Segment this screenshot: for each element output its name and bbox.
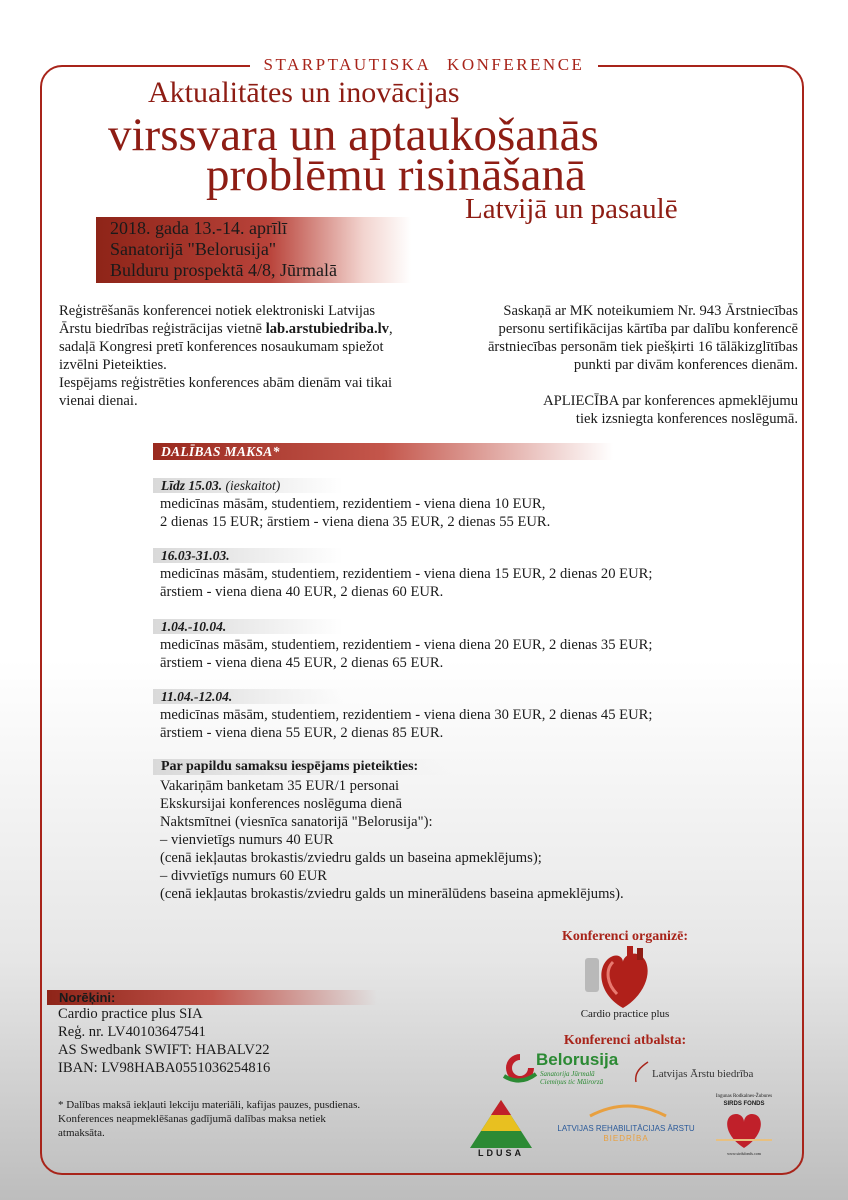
fee-period-label: Līdz 15.03. (ieskaitot) <box>153 478 343 493</box>
supporters-heading: Konferenci atbalsta: <box>563 1033 687 1048</box>
registration-line: Iespējams reģistrēties konferences abām dienām vai tikai <box>59 375 393 391</box>
extras-item: (cenā iekļautas brokastis/zviedru galds un minerālūdens baseina apmeklējums). <box>160 886 624 902</box>
title-line-1: Aktualitātes un inovācijas <box>148 76 460 109</box>
fee-period-label: 11.04.-12.04. <box>153 689 343 704</box>
registration-line: Reģistrēšanās konferencei notiek elektroniski Latvijas <box>59 303 376 319</box>
organizer-heading: Konferenci organizē: <box>561 929 689 944</box>
fee-period-prices: medicīnas māsām, studentiem, rezidentiem - viena diena 15 EUR, 2 dienas 20 EUR; ārstiem - viena diena 40 EUR, 2 dienas 60 EUR. <box>160 566 653 600</box>
certification-line: ārstniecības personām tiek piešķirti 16 tālākizglītības <box>487 339 798 355</box>
extras-item: Ekskursijai konferences noslēguma dienā <box>160 796 402 812</box>
heart-icon <box>716 1110 772 1150</box>
registration-line: Ārstu biedrības reģistrācijas vietnē lab.arstubiedriba.lv, <box>59 321 393 337</box>
rehab-name: LATVIJAS REHABILITĀCIJAS ĀRSTU <box>557 1124 695 1133</box>
venue-date: 2018. gada 13.-14. aprīlī <box>110 218 287 238</box>
footnote-line: * Dalības maksā iekļauti lekciju materiāli, kafijas pauzes, pusdienas. <box>58 1099 361 1111</box>
fee-period-label: 16.03-31.03. <box>153 548 343 563</box>
billing-heading: Norēķini: <box>47 990 377 1005</box>
billing-details <box>58 1005 358 1077</box>
billing-line: AS Swedbank SWIFT: HABALV22 <box>58 1042 270 1058</box>
footnote <box>58 1098 418 1140</box>
registration-line: izvēlni Pieteikties. <box>59 357 167 373</box>
extras-item: – divvietīgs numurs 60 EUR <box>160 868 328 884</box>
venue-banner <box>96 217 411 283</box>
extras-heading: Par papildu samaksu iespējams pieteikties: <box>153 759 453 775</box>
extras-item: (cenā iekļautas brokastis/zviedru galds un baseina apmeklējums); <box>160 850 542 866</box>
registration-info <box>59 302 429 410</box>
title-line-4: Latvijā un pasaulē <box>465 193 678 225</box>
sirds-fonds-web: www.sirdsfonds.com <box>727 1151 761 1156</box>
sirds-fonds-logo <box>706 1094 782 1160</box>
registration-line: sadaļā Kongresi pretī konferences nosaukumam spiežot <box>59 339 384 355</box>
certification-info <box>438 302 798 428</box>
certification-line: Saskaņā ar MK noteikumiem Nr. 943 Ārstniecības <box>503 303 798 319</box>
belorusija-tagline: Ciemiņus tic Māirorzā <box>540 1078 604 1086</box>
registration-line: vienai dienai. <box>59 393 138 409</box>
rehab-name: BIEDRĪBA <box>603 1134 649 1143</box>
title-line-3: problēmu risināšanā <box>206 149 586 201</box>
extras-item: – vienvietīgs numurs 40 EUR <box>160 832 334 848</box>
certificate-line: tiek izsniegta konferences noslēgumā. <box>575 411 798 427</box>
fee-period-label: 1.04.-10.04. <box>153 619 343 634</box>
lab-emblem-icon <box>632 1060 652 1084</box>
belorusija-logo <box>500 1050 620 1090</box>
ldusa-logo <box>468 1098 534 1160</box>
certification-line: personu sertifikācijas kārtība par dalību konferencē <box>498 321 798 337</box>
billing-line: IBAN: LV98HABA0551036254816 <box>58 1060 271 1076</box>
lab-name: Latvijas Ārstu biedrība <box>652 1068 754 1080</box>
fee-period-prices: medicīnas māsām, studentiem, rezidentiem - viena diena 10 EUR, 2 dienas 15 EUR; ārstiem - viena diena 35 EUR, 2 dienas 55 EUR. <box>160 496 551 530</box>
organizer-name: Cardio practice plus <box>580 1008 670 1020</box>
venue-place: Sanatorijā "Belorusija" <box>110 239 277 259</box>
rehab-logo <box>556 1102 696 1144</box>
footnote-line: atmaksāta. <box>58 1127 105 1139</box>
footnote-line: Konferences neapmeklēšanas gadījumā dalības maksa netiek <box>58 1113 326 1125</box>
billing-line: Reģ. nr. LV40103647541 <box>58 1024 206 1040</box>
certificate-line: APLIECĪBA par konferences apmeklējumu <box>543 393 798 409</box>
certification-line: punkti par divām konferences dienām. <box>573 357 798 373</box>
title-line-2: virssvara un aptaukošanās <box>108 109 599 161</box>
registration-link[interactable]: lab.arstubiedriba.lv <box>265 321 389 337</box>
sirds-fonds-name: SIRDS FONDS <box>723 1101 765 1107</box>
conference-type-label: STARPTAUTISKA KONFERENCE <box>0 55 848 75</box>
arc-icon <box>588 1102 668 1118</box>
belorusija-tagline: Sanatorija Jūrmalā <box>540 1070 595 1078</box>
venue-address: Bulduru prospektā 4/8, Jūrmalā <box>110 260 337 280</box>
fee-period-prices: medicīnas māsām, studentiem, rezidentiem - viena diena 30 EUR, 2 dienas 45 EUR; ārstiem - viena diena 55 EUR, 2 dienas 85 EUR. <box>160 707 653 741</box>
belorusija-emblem-icon <box>500 1050 540 1086</box>
fees-heading: DALĪBAS MAKSA* <box>161 444 280 459</box>
billing-line: Cardio practice plus SIA <box>58 1006 203 1022</box>
sirds-fonds-owner: Ingunas Rodkalnes-Žubures <box>715 1094 773 1099</box>
ldusa-label: LDUSA <box>478 1148 524 1158</box>
fees-heading-bar <box>153 443 613 460</box>
pyramid-icon <box>468 1098 534 1150</box>
extras-item: Vakariņām banketam 35 EUR/1 personai <box>160 778 400 794</box>
heart-logo-icon <box>583 944 663 1012</box>
lab-logo <box>632 1060 782 1086</box>
extras-list <box>160 777 740 903</box>
belorusija-name: Belorusija <box>536 1050 619 1069</box>
fee-period-prices: medicīnas māsām, studentiem, rezidentiem - viena diena 20 EUR, 2 dienas 35 EUR; ārstiem - viena diena 45 EUR, 2 dienas 65 EUR. <box>160 637 653 671</box>
extras-item: Naktsmītnei (viesnīca sanatorijā "Belorusija"): <box>160 814 433 830</box>
